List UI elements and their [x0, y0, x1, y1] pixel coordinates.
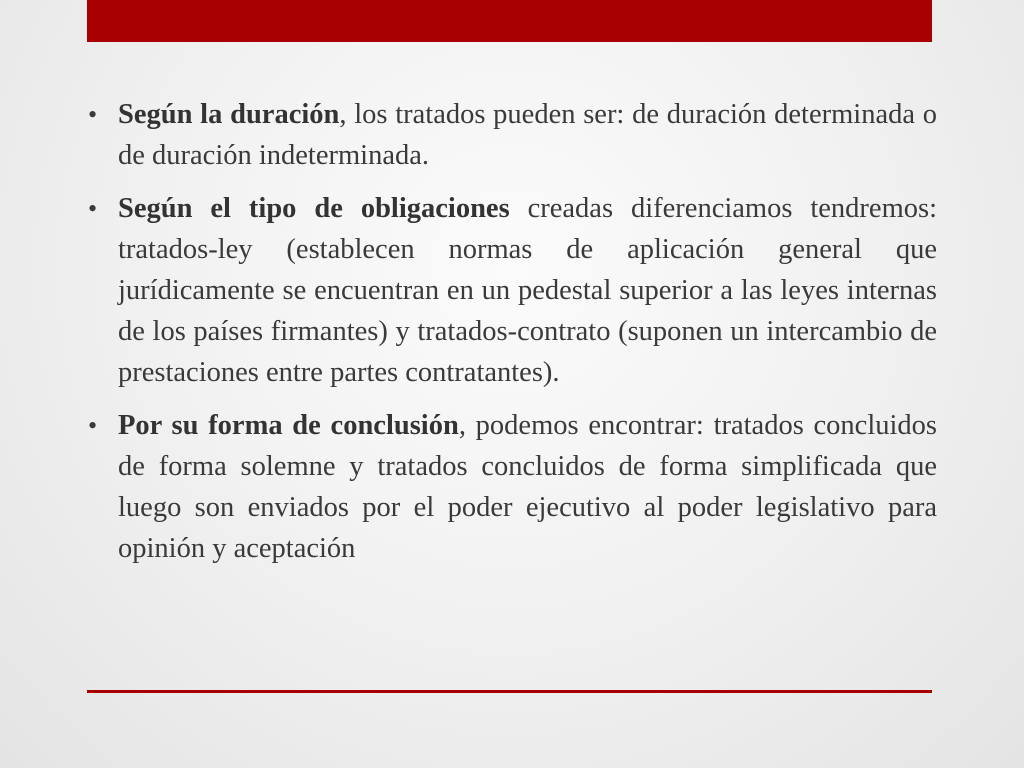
bullet-marker: •: [88, 411, 98, 440]
bullet-list: [88, 94, 937, 569]
bullet-item-obligaciones: [88, 188, 937, 393]
bottom-accent-rule: [87, 690, 932, 693]
bullet-marker: •: [88, 194, 98, 223]
bullet-lead-text: Por su forma de conclusión: [118, 410, 459, 441]
bullet-body-text: , podemos encontrar: tratados concluidos de forma solemne y tratados concluidos de forma simplificada que luego son enviados por el poder ejecutivo al poder legislativo para opinión y aceptación: [118, 410, 937, 564]
bullet-lead-text: Según la duración: [118, 99, 340, 130]
bullet-item-duracion: [88, 94, 937, 176]
bullet-body-text: creadas diferenciamos tendremos: tratados-ley (establecen normas de aplicación general que jurídicamente se encuentran en un pedestal superior a las leyes internas de los países firmantes) y tratados-contrato (suponen un intercambio de prestaciones entre partes contratantes).: [118, 193, 938, 388]
bullet-marker: •: [88, 100, 98, 129]
bullet-item-conclusion: [88, 405, 937, 569]
top-accent-bar: [87, 0, 932, 42]
bullet-body-text: , los tratados pueden ser: de duración determinada o de duración indeterminada.: [118, 99, 937, 171]
bullet-lead-text: Según el tipo de obligaciones: [118, 193, 510, 224]
slide-content: [88, 94, 937, 581]
